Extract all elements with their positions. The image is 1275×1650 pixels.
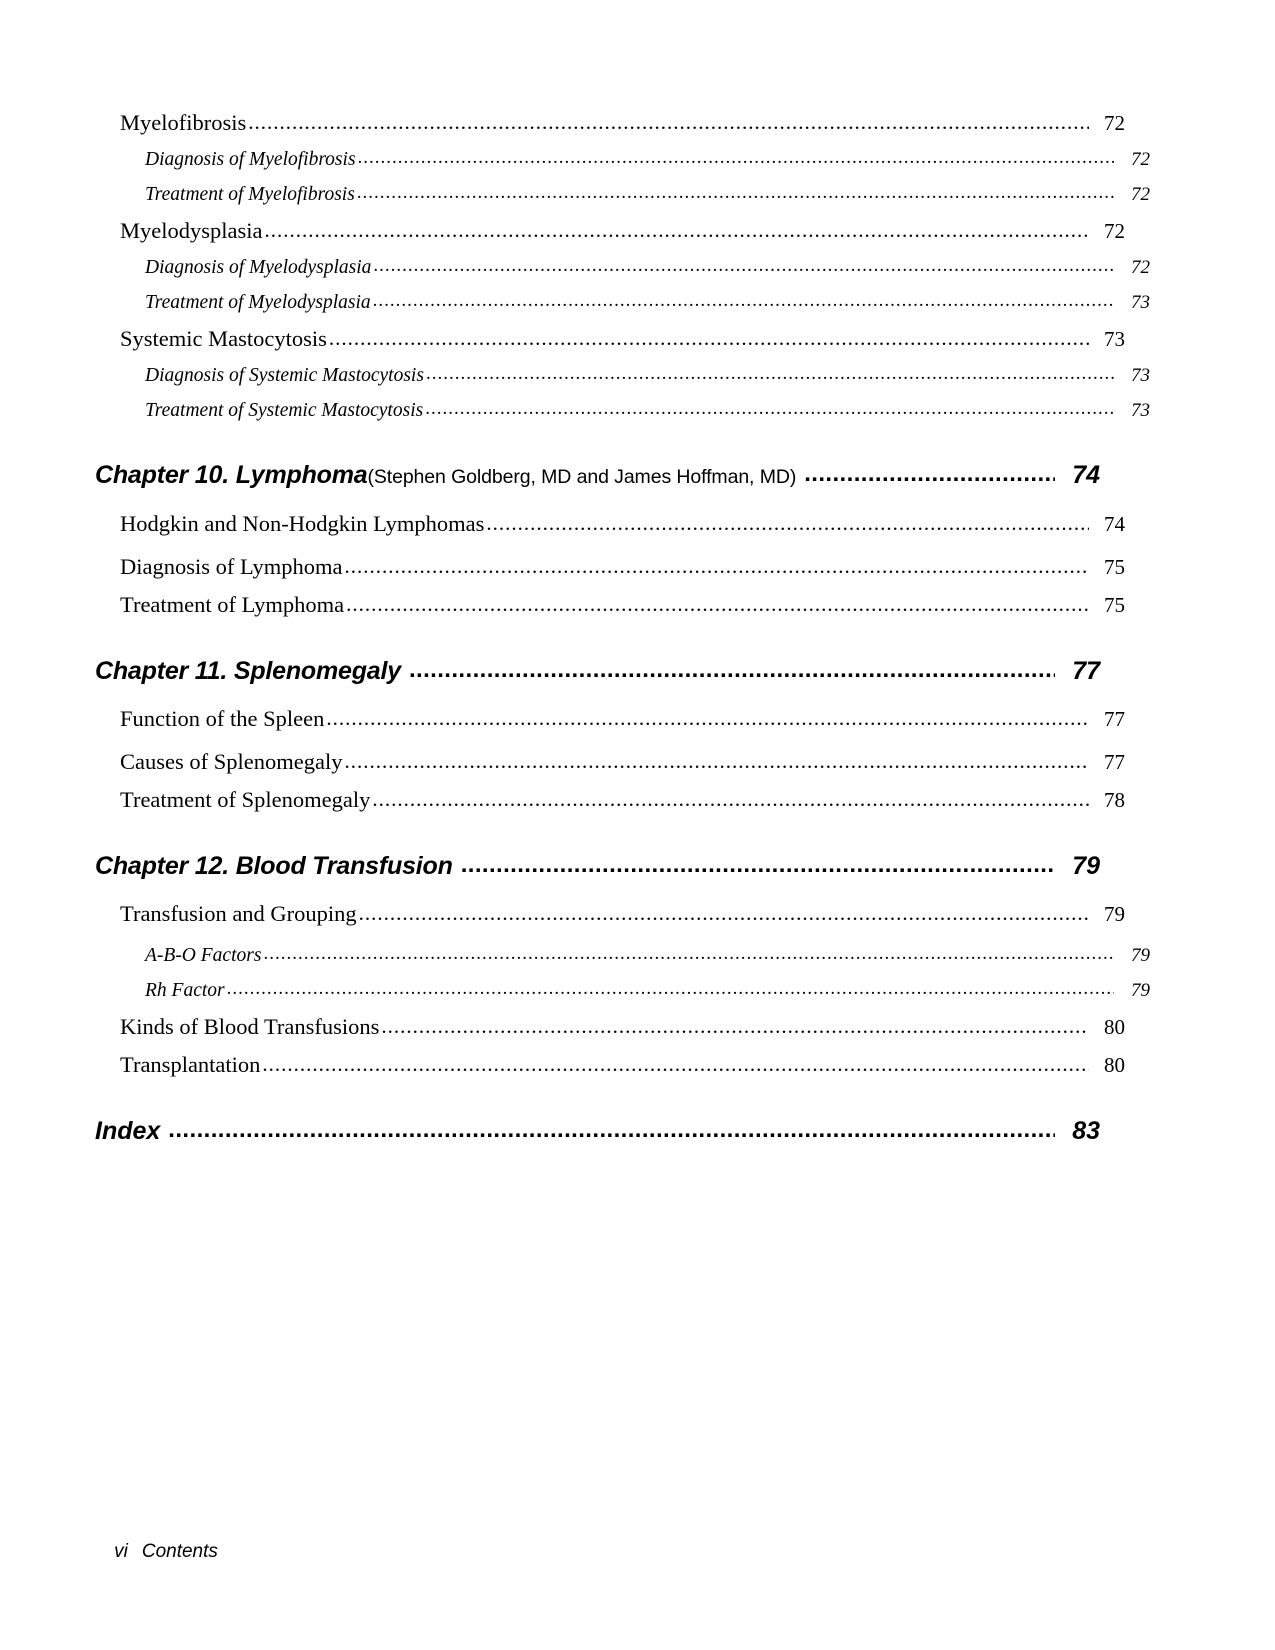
dot-leader bbox=[486, 506, 1089, 543]
toc-section-entry[interactable] bbox=[120, 104, 1125, 142]
toc-entry-page-number: 72 bbox=[1131, 149, 1150, 170]
dot-leader bbox=[358, 142, 1114, 177]
dot-leader bbox=[264, 213, 1089, 250]
toc-entry-label: Myelofibrosis bbox=[120, 110, 247, 135]
toc-entry-page-number: 77 bbox=[1104, 750, 1125, 774]
dot-leader bbox=[409, 644, 1055, 700]
dot-leader bbox=[262, 1047, 1089, 1084]
toc-section-entry[interactable] bbox=[120, 743, 1125, 781]
footer-section-label: Contents bbox=[141, 1541, 218, 1562]
dot-leader bbox=[329, 321, 1089, 358]
toc-entry-page-number: 74 bbox=[1072, 461, 1100, 489]
toc-entry-authors: (Stephen Goldberg, MD and James Hoffman, MD) bbox=[367, 466, 797, 488]
toc-section-entry[interactable] bbox=[120, 700, 1125, 738]
toc-entry-label: Diagnosis of Systemic Mastocytosis bbox=[145, 365, 424, 386]
toc-chapter-entry[interactable] bbox=[95, 643, 1100, 700]
dot-leader bbox=[168, 1104, 1055, 1160]
toc-entry-label: Chapter 11. Splenomegaly bbox=[95, 657, 401, 685]
toc-entry-page-number: 80 bbox=[1104, 1053, 1125, 1077]
toc-entry-label: Chapter 12. Blood Transfusion bbox=[95, 852, 453, 880]
dot-leader bbox=[373, 250, 1114, 285]
toc-entry-label: A-B-O Factors bbox=[145, 945, 262, 966]
toc-entry-label: Transplantation bbox=[120, 1052, 261, 1077]
toc-entry-page-number: 73 bbox=[1131, 292, 1150, 313]
dot-leader bbox=[346, 587, 1089, 624]
toc-entry-label: Function of the Spleen bbox=[120, 706, 325, 731]
toc-entry-page-number: 79 bbox=[1072, 852, 1100, 880]
toc-entry-label: Treatment of Systemic Mastocytosis bbox=[145, 400, 424, 421]
toc-entry-label: Treatment of Lymphoma bbox=[120, 592, 345, 617]
toc-subsection-entry[interactable] bbox=[145, 142, 1150, 177]
toc-section-entry[interactable] bbox=[120, 1046, 1125, 1084]
toc-entry-page-number: 73 bbox=[1131, 365, 1150, 386]
toc-entry-label: Treatment of Splenomegaly bbox=[120, 787, 371, 812]
toc-entry-page-number: 79 bbox=[1131, 945, 1150, 966]
toc-section-entry[interactable] bbox=[120, 505, 1125, 543]
toc-entry-page-number: 78 bbox=[1104, 788, 1125, 812]
toc-entry-label: Systemic Mastocytosis bbox=[120, 326, 327, 351]
dot-leader bbox=[372, 782, 1089, 819]
footer-folio: vi bbox=[114, 1541, 128, 1562]
toc-entry-label: Treatment of Myelofibrosis bbox=[145, 184, 355, 205]
table-of-contents-list bbox=[95, 104, 1150, 1160]
toc-entry-label: Diagnosis of Lymphoma bbox=[120, 554, 343, 579]
dot-leader bbox=[344, 549, 1089, 586]
toc-entry-page-number: 75 bbox=[1104, 593, 1125, 617]
toc-entry-label: Chapter 10. Lymphoma bbox=[95, 461, 368, 489]
dot-leader bbox=[326, 701, 1089, 738]
toc-entry-page-number: 72 bbox=[1131, 257, 1150, 278]
toc-subsection-entry[interactable] bbox=[145, 358, 1150, 393]
toc-subsection-entry[interactable] bbox=[145, 973, 1150, 1008]
dot-leader bbox=[426, 358, 1114, 393]
toc-entry-label: Treatment of Myelodysplasia bbox=[145, 292, 371, 313]
toc-entry-page-number: 72 bbox=[1104, 111, 1125, 135]
toc-subsection-entry[interactable] bbox=[145, 285, 1150, 320]
dot-leader bbox=[263, 938, 1114, 973]
toc-section-entry[interactable] bbox=[120, 548, 1125, 586]
toc-entry-label: Transfusion and Grouping bbox=[120, 901, 357, 926]
toc-entry-page-number: 77 bbox=[1104, 707, 1125, 731]
toc-section-entry[interactable] bbox=[120, 1008, 1125, 1046]
toc-entry-page-number: 77 bbox=[1072, 657, 1100, 685]
toc-entry-page-number: 79 bbox=[1104, 902, 1125, 926]
toc-subsection-entry[interactable] bbox=[145, 250, 1150, 285]
toc-entry-label: Hodgkin and Non-Hodgkin Lymphomas bbox=[120, 511, 485, 536]
toc-section-entry[interactable] bbox=[120, 895, 1125, 933]
toc-entry-label: Rh Factor bbox=[145, 980, 225, 1001]
toc-entry-label: Diagnosis of Myelofibrosis bbox=[145, 149, 356, 170]
toc-entry-page-number: 73 bbox=[1131, 400, 1150, 421]
dot-leader bbox=[381, 1009, 1089, 1046]
dot-leader bbox=[373, 285, 1114, 320]
toc-entry-page-number: 72 bbox=[1104, 219, 1125, 243]
dot-leader bbox=[227, 973, 1114, 1008]
toc-chapter-entry[interactable] bbox=[95, 447, 1100, 505]
dot-leader bbox=[359, 896, 1089, 933]
dot-leader bbox=[461, 839, 1055, 895]
toc-entry-label: Diagnosis of Myelodysplasia bbox=[145, 257, 372, 278]
toc-entry-page-number: 79 bbox=[1131, 980, 1150, 1001]
toc-index-entry[interactable] bbox=[95, 1103, 1100, 1160]
dot-leader bbox=[344, 744, 1089, 781]
toc-entry-label: Kinds of Blood Transfusions bbox=[120, 1014, 380, 1039]
dot-leader bbox=[804, 448, 1055, 504]
toc-entry-page-number: 73 bbox=[1104, 327, 1125, 351]
toc-entry-page-number: 80 bbox=[1104, 1015, 1125, 1039]
toc-entry-label: Index bbox=[95, 1117, 161, 1145]
dot-leader bbox=[248, 105, 1089, 142]
toc-section-entry[interactable] bbox=[120, 586, 1125, 624]
toc-entry-page-number: 83 bbox=[1072, 1117, 1100, 1145]
toc-section-entry[interactable] bbox=[120, 781, 1125, 819]
page-footer bbox=[93, 1519, 218, 1585]
toc-chapter-entry[interactable] bbox=[95, 838, 1100, 895]
toc-entry-label: Myelodysplasia bbox=[120, 218, 263, 243]
toc-subsection-entry[interactable] bbox=[145, 938, 1150, 973]
toc-entry-page-number: 74 bbox=[1104, 512, 1125, 536]
toc-subsection-entry[interactable] bbox=[145, 177, 1150, 212]
dot-leader bbox=[357, 177, 1114, 212]
toc-entry-page-number: 75 bbox=[1104, 555, 1125, 579]
toc-section-entry[interactable] bbox=[120, 212, 1125, 250]
toc-subsection-entry[interactable] bbox=[145, 393, 1150, 428]
toc-entry-label: Causes of Splenomegaly bbox=[120, 749, 343, 774]
toc-section-entry[interactable] bbox=[120, 320, 1125, 358]
dot-leader bbox=[425, 393, 1114, 428]
toc-entry-page-number: 72 bbox=[1131, 184, 1150, 205]
